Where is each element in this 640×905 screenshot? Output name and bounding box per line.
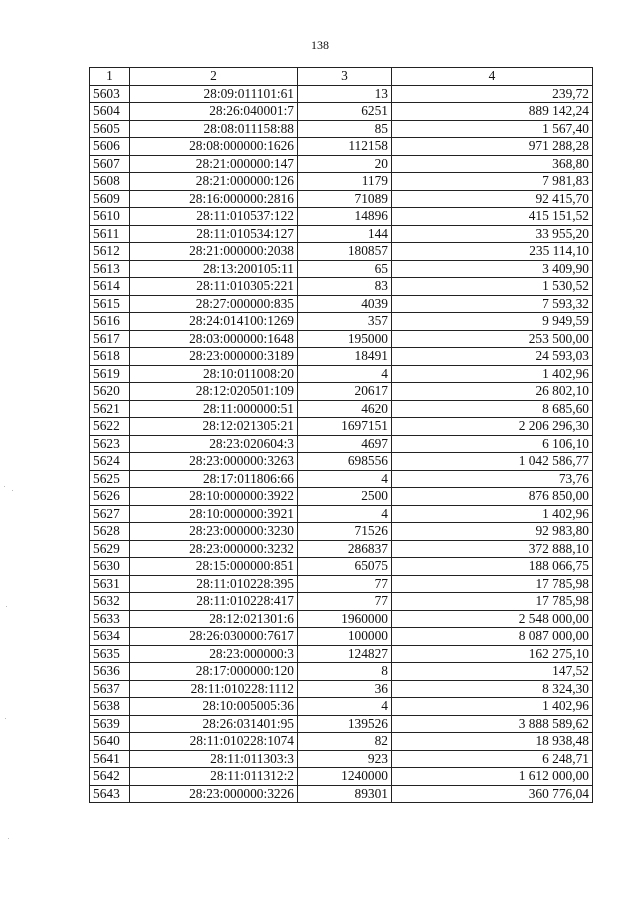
row-number-cell: 5615 <box>90 295 130 313</box>
cadastral-number-cell: 28:12:021301:6 <box>130 610 298 628</box>
row-number-cell: 5628 <box>90 523 130 541</box>
table-row <box>90 243 593 261</box>
table-row <box>90 663 593 681</box>
cadastral-number-cell: 28:26:031401:95 <box>130 715 298 733</box>
cadastral-number-cell: 28:10:000000:3921 <box>130 505 298 523</box>
table-row <box>90 103 593 121</box>
row-number-cell: 5606 <box>90 138 130 156</box>
value-cell: 9 949,59 <box>392 313 593 331</box>
cadastral-number-cell: 28:11:011312:2 <box>130 768 298 786</box>
cadastral-number-cell: 28:03:000000:1648 <box>130 330 298 348</box>
table-row <box>90 523 593 541</box>
cadastral-number-cell: 28:23:000000:3226 <box>130 785 298 803</box>
area-cell: 139526 <box>298 715 392 733</box>
area-cell: 286837 <box>298 540 392 558</box>
table-row <box>90 768 593 786</box>
area-cell: 1240000 <box>298 768 392 786</box>
area-cell: 8 <box>298 663 392 681</box>
cadastral-number-cell: 28:17:011806:66 <box>130 470 298 488</box>
table-row <box>90 295 593 313</box>
area-cell: 82 <box>298 733 392 751</box>
row-number-cell: 5612 <box>90 243 130 261</box>
row-number-cell: 5627 <box>90 505 130 523</box>
cadastral-number-cell: 28:26:030000:7617 <box>130 628 298 646</box>
table-row <box>90 453 593 471</box>
table-row <box>90 715 593 733</box>
value-cell: 1 567,40 <box>392 120 593 138</box>
table-row <box>90 488 593 506</box>
value-cell: 971 288,28 <box>392 138 593 156</box>
cadastral-number-cell: 28:21:000000:2038 <box>130 243 298 261</box>
row-number-cell: 5621 <box>90 400 130 418</box>
table-row <box>90 313 593 331</box>
value-cell: 17 785,98 <box>392 575 593 593</box>
cadastral-number-cell: 28:16:000000:2816 <box>130 190 298 208</box>
table-row <box>90 260 593 278</box>
cadastral-number-cell: 28:21:000000:126 <box>130 173 298 191</box>
area-cell: 100000 <box>298 628 392 646</box>
column-header-4: 4 <box>392 68 593 86</box>
row-number-cell: 5619 <box>90 365 130 383</box>
scan-speck <box>12 490 13 491</box>
cadastral-number-cell: 28:11:011303:3 <box>130 750 298 768</box>
value-cell: 33 955,20 <box>392 225 593 243</box>
row-number-cell: 5610 <box>90 208 130 226</box>
value-cell: 889 142,24 <box>392 103 593 121</box>
row-number-cell: 5605 <box>90 120 130 138</box>
row-number-cell: 5637 <box>90 680 130 698</box>
area-cell: 144 <box>298 225 392 243</box>
value-cell: 162 275,10 <box>392 645 593 663</box>
cadastral-number-cell: 28:09:011101:61 <box>130 85 298 103</box>
value-cell: 73,76 <box>392 470 593 488</box>
row-number-cell: 5642 <box>90 768 130 786</box>
cadastral-number-cell: 28:11:010228:417 <box>130 593 298 611</box>
table-row <box>90 575 593 593</box>
row-number-cell: 5631 <box>90 575 130 593</box>
area-cell: 2500 <box>298 488 392 506</box>
cadastral-number-cell: 28:21:000000:147 <box>130 155 298 173</box>
row-number-cell: 5636 <box>90 663 130 681</box>
row-number-cell: 5611 <box>90 225 130 243</box>
area-cell: 77 <box>298 593 392 611</box>
table-row <box>90 365 593 383</box>
value-cell: 1 402,96 <box>392 698 593 716</box>
table-row <box>90 733 593 751</box>
value-cell: 1 402,96 <box>392 365 593 383</box>
row-number-cell: 5620 <box>90 383 130 401</box>
row-number-cell: 5630 <box>90 558 130 576</box>
value-cell: 6 248,71 <box>392 750 593 768</box>
value-cell: 147,52 <box>392 663 593 681</box>
cadastral-number-cell: 28:08:011158:88 <box>130 120 298 138</box>
data-table <box>89 67 593 803</box>
cadastral-number-cell: 28:11:010537:122 <box>130 208 298 226</box>
row-number-cell: 5614 <box>90 278 130 296</box>
value-cell: 368,80 <box>392 155 593 173</box>
area-cell: 65 <box>298 260 392 278</box>
row-number-cell: 5607 <box>90 155 130 173</box>
row-number-cell: 5641 <box>90 750 130 768</box>
value-cell: 188 066,75 <box>392 558 593 576</box>
row-number-cell: 5638 <box>90 698 130 716</box>
area-cell: 4 <box>298 698 392 716</box>
table-row <box>90 558 593 576</box>
area-cell: 4 <box>298 505 392 523</box>
row-number-cell: 5634 <box>90 628 130 646</box>
column-header-1: 1 <box>90 68 130 86</box>
column-header-3: 3 <box>298 68 392 86</box>
area-cell: 195000 <box>298 330 392 348</box>
area-cell: 4620 <box>298 400 392 418</box>
area-cell: 4697 <box>298 435 392 453</box>
row-number-cell: 5622 <box>90 418 130 436</box>
value-cell: 239,72 <box>392 85 593 103</box>
value-cell: 26 802,10 <box>392 383 593 401</box>
area-cell: 4 <box>298 470 392 488</box>
area-cell: 36 <box>298 680 392 698</box>
value-cell: 2 206 296,30 <box>392 418 593 436</box>
value-cell: 7 593,32 <box>392 295 593 313</box>
table-row <box>90 383 593 401</box>
area-cell: 14896 <box>298 208 392 226</box>
value-cell: 92 983,80 <box>392 523 593 541</box>
area-cell: 20617 <box>298 383 392 401</box>
table-row <box>90 173 593 191</box>
cadastral-number-cell: 28:23:020604:3 <box>130 435 298 453</box>
row-number-cell: 5629 <box>90 540 130 558</box>
area-cell: 85 <box>298 120 392 138</box>
cadastral-number-cell: 28:26:040001:7 <box>130 103 298 121</box>
area-cell: 18491 <box>298 348 392 366</box>
value-cell: 876 850,00 <box>392 488 593 506</box>
scan-speck <box>5 718 6 719</box>
cadastral-number-cell: 28:23:000000:3230 <box>130 523 298 541</box>
table-row <box>90 348 593 366</box>
value-cell: 3 409,90 <box>392 260 593 278</box>
value-cell: 92 415,70 <box>392 190 593 208</box>
table-body <box>90 85 593 803</box>
table-row <box>90 330 593 348</box>
value-cell: 1 402,96 <box>392 505 593 523</box>
scan-speck <box>4 486 5 487</box>
area-cell: 83 <box>298 278 392 296</box>
value-cell: 8 087 000,00 <box>392 628 593 646</box>
value-cell: 8 685,60 <box>392 400 593 418</box>
area-cell: 71089 <box>298 190 392 208</box>
table-row <box>90 190 593 208</box>
page-number: 138 <box>311 38 329 52</box>
value-cell: 415 151,52 <box>392 208 593 226</box>
row-number-cell: 5616 <box>90 313 130 331</box>
area-cell: 20 <box>298 155 392 173</box>
value-cell: 360 776,04 <box>392 785 593 803</box>
value-cell: 6 106,10 <box>392 435 593 453</box>
cadastral-number-cell: 28:23:000000:3 <box>130 645 298 663</box>
cadastral-number-cell: 28:11:010228:395 <box>130 575 298 593</box>
value-cell: 1 530,52 <box>392 278 593 296</box>
table-row <box>90 785 593 803</box>
table-row <box>90 680 593 698</box>
row-number-cell: 5623 <box>90 435 130 453</box>
cadastral-number-cell: 28:12:021305:21 <box>130 418 298 436</box>
area-cell: 89301 <box>298 785 392 803</box>
row-number-cell: 5603 <box>90 85 130 103</box>
cadastral-number-cell: 28:11:010534:127 <box>130 225 298 243</box>
area-cell: 6251 <box>298 103 392 121</box>
cadastral-number-cell: 28:11:010228:1074 <box>130 733 298 751</box>
area-cell: 1960000 <box>298 610 392 628</box>
cadastral-number-cell: 28:17:000000:120 <box>130 663 298 681</box>
value-cell: 18 938,48 <box>392 733 593 751</box>
area-cell: 698556 <box>298 453 392 471</box>
value-cell: 7 981,83 <box>392 173 593 191</box>
value-cell: 1 042 586,77 <box>392 453 593 471</box>
value-cell: 3 888 589,62 <box>392 715 593 733</box>
area-cell: 71526 <box>298 523 392 541</box>
area-cell: 923 <box>298 750 392 768</box>
area-cell: 4039 <box>298 295 392 313</box>
value-cell: 1 612 000,00 <box>392 768 593 786</box>
table-row <box>90 470 593 488</box>
cadastral-number-cell: 28:10:000000:3922 <box>130 488 298 506</box>
cadastral-number-cell: 28:11:000000:51 <box>130 400 298 418</box>
table-row <box>90 208 593 226</box>
cadastral-number-cell: 28:11:010228:1112 <box>130 680 298 698</box>
cadastral-number-cell: 28:10:005005:36 <box>130 698 298 716</box>
scan-speck <box>6 606 7 607</box>
value-cell: 372 888,10 <box>392 540 593 558</box>
row-number-cell: 5639 <box>90 715 130 733</box>
table-row <box>90 435 593 453</box>
table-row <box>90 628 593 646</box>
row-number-cell: 5635 <box>90 645 130 663</box>
cadastral-number-cell: 28:24:014100:1269 <box>130 313 298 331</box>
value-cell: 24 593,03 <box>392 348 593 366</box>
row-number-cell: 5633 <box>90 610 130 628</box>
row-number-cell: 5608 <box>90 173 130 191</box>
table-row <box>90 120 593 138</box>
value-cell: 8 324,30 <box>392 680 593 698</box>
cadastral-number-cell: 28:23:000000:3189 <box>130 348 298 366</box>
row-number-cell: 5609 <box>90 190 130 208</box>
row-number-cell: 5632 <box>90 593 130 611</box>
header-row <box>90 68 593 86</box>
row-number-cell: 5643 <box>90 785 130 803</box>
row-number-cell: 5624 <box>90 453 130 471</box>
table-row <box>90 540 593 558</box>
scan-speck <box>8 838 9 839</box>
value-cell: 235 114,10 <box>392 243 593 261</box>
value-cell: 2 548 000,00 <box>392 610 593 628</box>
cadastral-number-cell: 28:10:011008:20 <box>130 365 298 383</box>
area-cell: 124827 <box>298 645 392 663</box>
table-row <box>90 645 593 663</box>
area-cell: 1179 <box>298 173 392 191</box>
table-row <box>90 418 593 436</box>
cadastral-number-cell: 28:23:000000:3232 <box>130 540 298 558</box>
area-cell: 77 <box>298 575 392 593</box>
table-row <box>90 593 593 611</box>
row-number-cell: 5604 <box>90 103 130 121</box>
cadastral-number-cell: 28:15:000000:851 <box>130 558 298 576</box>
table-row <box>90 400 593 418</box>
table-row <box>90 698 593 716</box>
table-row <box>90 225 593 243</box>
area-cell: 4 <box>298 365 392 383</box>
table-row <box>90 155 593 173</box>
cadastral-number-cell: 28:27:000000:835 <box>130 295 298 313</box>
area-cell: 65075 <box>298 558 392 576</box>
table-row <box>90 750 593 768</box>
value-cell: 253 500,00 <box>392 330 593 348</box>
table-row <box>90 85 593 103</box>
row-number-cell: 5625 <box>90 470 130 488</box>
row-number-cell: 5618 <box>90 348 130 366</box>
table-row <box>90 138 593 156</box>
area-cell: 1697151 <box>298 418 392 436</box>
row-number-cell: 5613 <box>90 260 130 278</box>
row-number-cell: 5626 <box>90 488 130 506</box>
table-row <box>90 505 593 523</box>
cadastral-number-cell: 28:23:000000:3263 <box>130 453 298 471</box>
area-cell: 180857 <box>298 243 392 261</box>
table-row <box>90 610 593 628</box>
table-row <box>90 278 593 296</box>
area-cell: 357 <box>298 313 392 331</box>
value-cell: 17 785,98 <box>392 593 593 611</box>
column-header-2: 2 <box>130 68 298 86</box>
cadastral-number-cell: 28:13:200105:11 <box>130 260 298 278</box>
area-cell: 112158 <box>298 138 392 156</box>
cadastral-number-cell: 28:11:010305:221 <box>130 278 298 296</box>
row-number-cell: 5617 <box>90 330 130 348</box>
cadastral-number-cell: 28:12:020501:109 <box>130 383 298 401</box>
row-number-cell: 5640 <box>90 733 130 751</box>
area-cell: 13 <box>298 85 392 103</box>
cadastral-number-cell: 28:08:000000:1626 <box>130 138 298 156</box>
